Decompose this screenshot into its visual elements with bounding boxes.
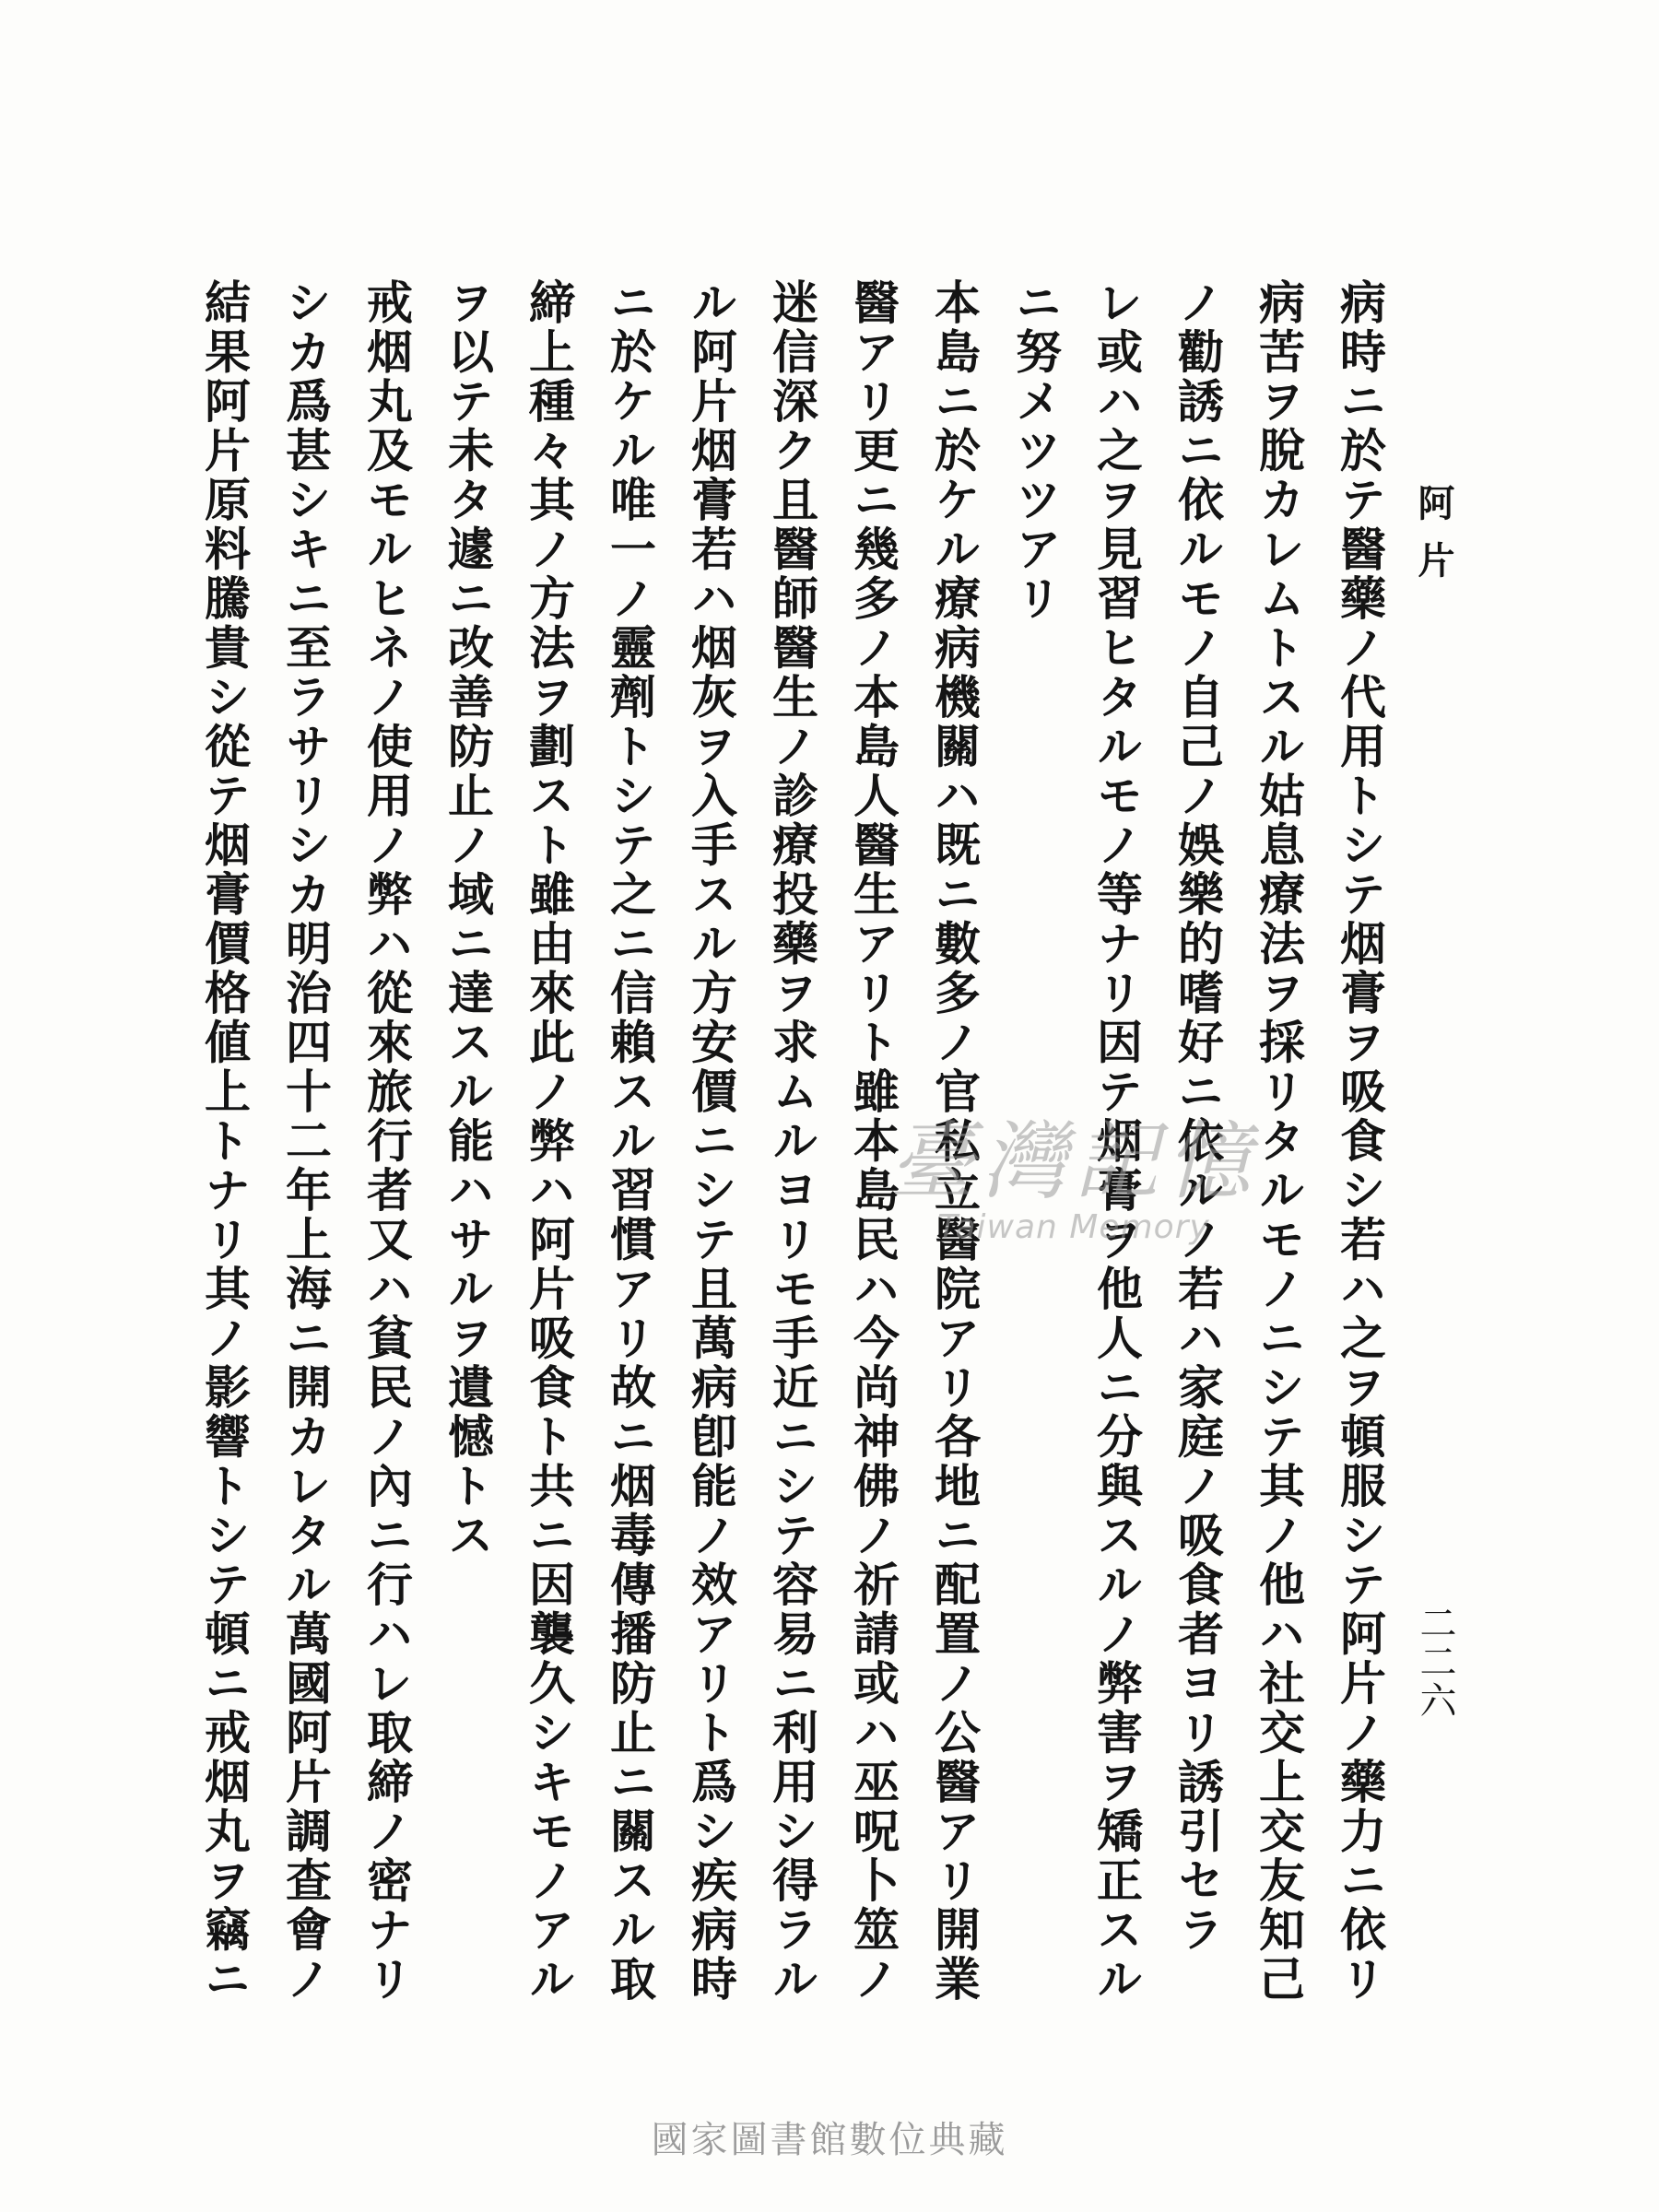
text-column-1: 病時ニ於テ醫藥ノ代用トシテ烟膏ヲ吸食シ若ハ之ヲ頓服シテ阿片ノ藥力ニ依リ	[1333, 278, 1387, 2005]
text-column-10: ニ於ケル唯一ノ靈劑トシテ之ニ信賴スル習慣アリ故ニ烟毒傳播防止ニ關スル取	[603, 278, 657, 2005]
text-column-14: シカ爲甚シキニ至ラサリシカ明治四十二年上海ニ開カレタル萬國阿片調查會ノ	[278, 278, 333, 2005]
text-column-8: 迷信深ク且醫師醫生ノ診療投藥ヲ求ムルヨリモ手近ニシテ容易ニ利用シ得ラル	[765, 278, 819, 2005]
text-column-6: 本島ニ於ケル療病機關ハ既ニ數多ノ官私立醫院アリ各地ニ配置ノ公醫アリ開業	[927, 278, 982, 2005]
text-column-3: ノ勸誘ニ依ルモノ自己ノ娛樂的嗜好ニ依ルノ若ハ家庭ノ吸食者ヨリ誘引セラ	[1171, 278, 1225, 1955]
page-number: 二二六	[1414, 1604, 1456, 1720]
text-column-11: 締上種々其ノ方法ヲ劃スト雖由來此ノ弊ハ阿片吸食ト共ニ因襲久シキモノアル	[522, 278, 576, 2005]
body-text	[194, 278, 1392, 2011]
text-column-15: 結果阿片原料騰貴シ從テ烟膏價格値上トナリ其ノ影響トシテ頓ニ戒烟丸ヲ竊ニ	[197, 278, 252, 2005]
watermark-title: 臺灣記憶	[888, 1112, 1258, 1211]
text-column-4: レ或ハ之ヲ見習ヒタルモノ等ナリ因テ烟膏ヲ他人ニ分與スルノ弊害ヲ矯正スル	[1089, 278, 1144, 2005]
text-column-13: 戒烟丸及モルヒネノ使用ノ弊ハ從來旅行者又ハ貧民ノ內ニ行ハレ取締ノ密ナリ	[359, 278, 414, 2005]
text-column-2: 病苦ヲ脫カレムトスル姑息療法ヲ採リタルモノニシテ其ノ他ハ社交上交友知己	[1252, 278, 1306, 2005]
watermark-subtitle: Taiwan Memory	[937, 1208, 1210, 1247]
footer-credit: 國家圖書館數位典藏	[651, 2119, 1008, 2161]
text-column-12: ヲ以テ未タ遽ニ改善防止ノ域ニ達スル能ハサルヲ遺憾トス	[441, 278, 495, 1560]
text-column-7: 醫アリ更ニ幾多ノ本島人醫生アリト雖本島民ハ今尚神佛ノ祈請或ハ巫呪卜筮ノ	[846, 278, 900, 2005]
text-column-9: ル阿片烟膏若ハ烟灰ヲ入手スル方安價ニシテ且萬病卽能ノ效アリト爲シ疾病時	[684, 278, 738, 2005]
text-column-5: ニ努メツツアリ	[1008, 278, 1063, 624]
running-title: 阿片	[1412, 484, 1455, 598]
